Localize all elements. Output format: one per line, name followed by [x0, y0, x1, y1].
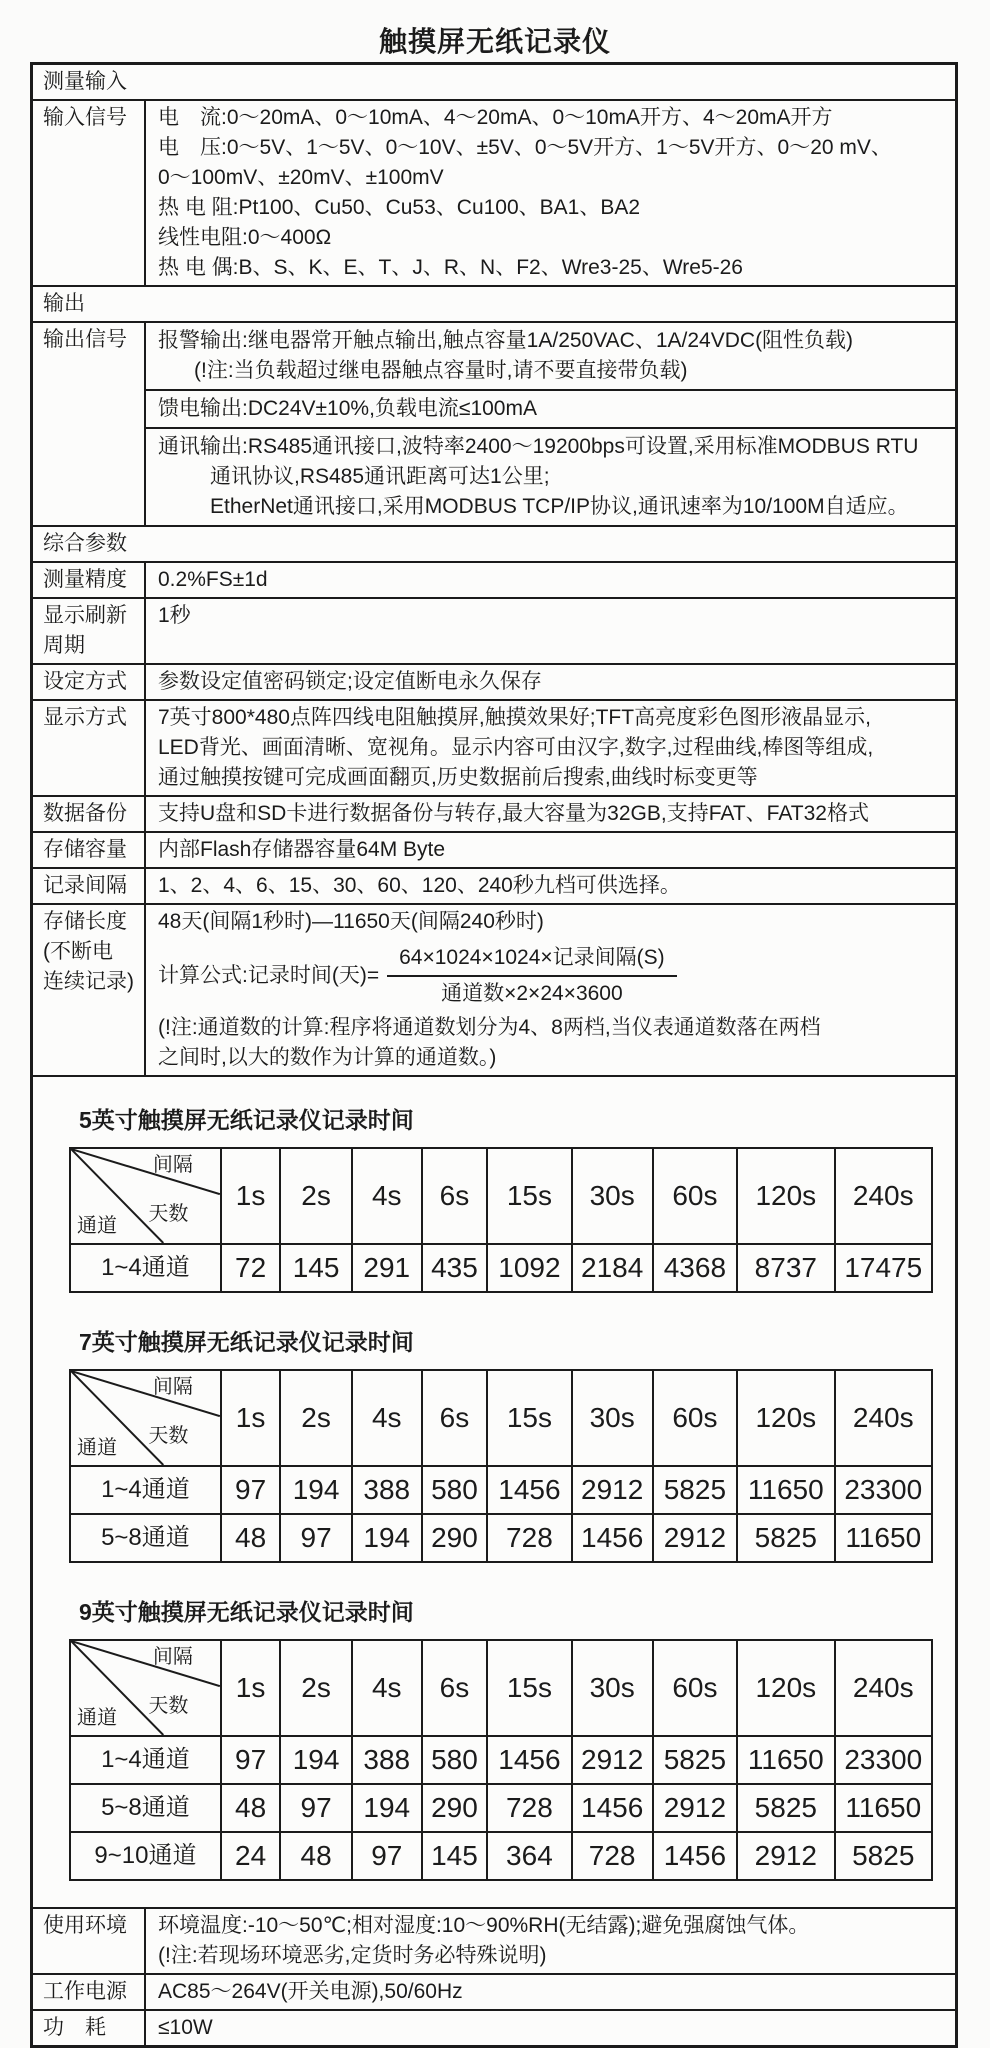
row-content — [146, 323, 955, 525]
alarm-output-note: (!注:当负载超过继电器触点容量时,请不要直接带负载) — [194, 359, 688, 382]
record-days-value: 97 — [280, 1514, 352, 1562]
interval-header-cell: 60s — [653, 1370, 737, 1466]
row-display-mode — [33, 701, 955, 797]
interval-header-cell: 6s — [422, 1640, 488, 1736]
corner-label-channel: 通道 — [77, 1707, 117, 1729]
interval-header-cell: 4s — [352, 1148, 422, 1244]
record-days-value: 11650 — [737, 1736, 834, 1784]
record-table-header-row — [70, 1640, 932, 1736]
record-days-value: 388 — [352, 1736, 422, 1784]
capacity-value: 内部Flash存储器容量64M Byte — [158, 838, 446, 861]
record-table-row — [70, 1784, 932, 1832]
row-refresh-period — [33, 599, 955, 665]
interval-header-cell: 30s — [572, 1370, 653, 1466]
record-days-value: 2912 — [653, 1784, 737, 1832]
display-line: 7英寸800*480点阵四线电阻触摸屏,触摸效果好;TFT高亮度彩色图形液晶显示, — [158, 706, 871, 729]
record-days-value: 1456 — [487, 1466, 571, 1514]
storage-label-line: 存储长度 — [43, 910, 127, 933]
input-signal-line: 热 电 阻:Pt100、Cu50、Cu53、Cu100、BA1、BA2 — [158, 196, 641, 219]
record-days-value: 97 — [221, 1466, 280, 1514]
record-days-value: 728 — [487, 1514, 571, 1562]
channel-range-label: 1~4通道 — [70, 1736, 221, 1784]
row-label: 设定方式 — [33, 665, 146, 699]
row-accuracy — [33, 563, 955, 599]
record-days-value: 97 — [280, 1784, 352, 1832]
comm-output-subrow — [146, 427, 955, 525]
record-table-row — [70, 1736, 932, 1784]
alarm-output-subrow — [146, 323, 955, 389]
refresh-label-line: 周期 — [43, 634, 85, 657]
environment-note: (!注:若现场环境恶劣,定货时务必特殊说明) — [158, 1944, 547, 1967]
corner-label-days: 天数 — [148, 1694, 189, 1717]
corner-label-channel: 通道 — [77, 1215, 117, 1237]
section-header-general: 综合参数 — [33, 527, 955, 563]
interval-header-cell: 240s — [835, 1640, 932, 1736]
row-label: 数据备份 — [33, 797, 146, 831]
input-signal-line: 电 流:0～20mA、0～10mA、4～20mA、0～10mA开方、4～20mA开方 — [158, 106, 833, 129]
page-title: 触摸屏无纸记录仪 — [378, 26, 611, 57]
accuracy-value: 0.2%FS±1d — [158, 568, 268, 591]
record-days-value: 1456 — [572, 1514, 653, 1562]
storage-range-line: 48天(间隔1秒时)—11650天(间隔240秒时) — [158, 910, 544, 933]
record-days-value: 23300 — [835, 1466, 932, 1514]
row-record-interval — [33, 869, 955, 905]
row-label: 存储容量 — [33, 833, 146, 867]
alarm-output-line: 报警输出:继电器常开触点输出,触点容量1A/250VAC、1A/24VDC(阻性负载) — [158, 329, 854, 352]
environment-line: 环境温度:-10～50℃;相对湿度:10～90%RH(无结露);避免强腐蚀气体。 — [158, 1914, 810, 1937]
record-days-value: 5825 — [737, 1784, 834, 1832]
interval-header-cell: 120s — [737, 1640, 834, 1736]
record-table-row — [70, 1244, 932, 1292]
interval-header-cell: 2s — [280, 1640, 352, 1736]
power-value: AC85～264V(开关电源),50/60Hz — [158, 1980, 463, 2003]
row-label: 工作电源 — [33, 1975, 146, 2009]
record-table-title: 7英寸触摸屏无纸记录仪记录时间 — [79, 1329, 414, 1355]
row-storage-capacity — [33, 833, 955, 869]
record-days-value: 145 — [280, 1244, 352, 1292]
interval-header-cell: 30s — [572, 1640, 653, 1736]
corner-header-cell — [70, 1370, 221, 1466]
input-signal-line: 电 压:0～5V、1～5V、0～10V、±5V、0～5V开方、1～5V开方、0～20 mV、 — [158, 136, 892, 159]
record-time-tables-section — [33, 1077, 955, 1909]
row-input-signal — [33, 101, 955, 287]
row-label: 功 耗 — [33, 2011, 146, 2045]
formula-prefix: 计算公式:记录时间(天)= — [158, 964, 380, 987]
record-days-value: 1092 — [487, 1244, 571, 1292]
display-line: 通过触摸按键可完成画面翻页,历史数据前后搜索,曲线时标变更等 — [158, 766, 758, 789]
storage-note-line: (!注:通道数的计算:程序将通道数划分为4、8两档,当仪表通道数落在两档 — [158, 1016, 821, 1039]
record-days-value: 388 — [352, 1466, 422, 1514]
row-label: 使用环境 — [33, 1909, 146, 1973]
record-table-header-row — [70, 1148, 932, 1244]
record-days-value: 291 — [352, 1244, 422, 1292]
record-days-value: 5825 — [835, 1832, 932, 1880]
interval-header-cell: 15s — [487, 1148, 571, 1244]
interval-header-cell: 2s — [280, 1148, 352, 1244]
record-table-title: 5英寸触摸屏无纸记录仪记录时间 — [79, 1107, 414, 1133]
record-table-header-row — [70, 1370, 932, 1466]
row-output-signal — [33, 323, 955, 527]
record-days-value: 728 — [487, 1784, 571, 1832]
row-label — [33, 905, 146, 1075]
interval-header-cell: 240s — [835, 1370, 932, 1466]
display-line: LED背光、画面清晰、宽视角。显示内容可由汉字,数字,过程曲线,棒图等组成, — [158, 736, 874, 759]
consumption-value: ≤10W — [158, 2016, 213, 2039]
channel-range-label: 5~8通道 — [70, 1514, 221, 1562]
record-days-value: 72 — [221, 1244, 280, 1292]
section-header-output: 输出 — [33, 287, 955, 323]
comm-output-line: 通讯输出:RS485通讯接口,波特率2400～19200bps可设置,采用标准MODBUS RTU — [158, 435, 919, 458]
storage-label-line: 连续记录) — [43, 970, 134, 993]
record-table-block-9inch — [69, 1597, 933, 1881]
formula-denominator: 通道数×2×24×3600 — [441, 982, 623, 1005]
corner-label-interval: 间隔 — [152, 1154, 193, 1176]
backup-value: 支持U盘和SD卡进行数据备份与转存,最大容量为32GB,支持FAT、FAT32格式 — [158, 802, 869, 825]
row-content — [146, 1909, 955, 1973]
interval-header-cell: 240s — [835, 1148, 932, 1244]
storage-formula — [158, 943, 947, 1009]
formula-numerator: 64×1024×1024×记录间隔(S) — [387, 943, 677, 977]
row-storage-length — [33, 905, 955, 1077]
record-days-value: 24 — [221, 1832, 280, 1880]
record-days-value: 194 — [280, 1466, 352, 1514]
record-table-block-7inch — [69, 1327, 933, 1563]
interval-header-cell: 4s — [352, 1370, 422, 1466]
record-table-row — [70, 1514, 932, 1562]
record-days-value: 290 — [422, 1784, 488, 1832]
record-table — [69, 1147, 933, 1293]
row-content — [146, 905, 955, 1075]
corner-header-cell — [70, 1148, 221, 1244]
row-label: 显示方式 — [33, 701, 146, 795]
storage-note-line: 之间时,以大的数作为计算的通道数。) — [158, 1046, 497, 1069]
record-days-value: 2912 — [737, 1832, 834, 1880]
interval-header-cell: 15s — [487, 1640, 571, 1736]
interval-header-cell: 2s — [280, 1370, 352, 1466]
row-environment — [33, 1909, 955, 1975]
record-days-value: 194 — [352, 1784, 422, 1832]
record-days-value: 2912 — [572, 1736, 653, 1784]
row-setting-mode — [33, 665, 955, 701]
record-days-value: 435 — [422, 1244, 488, 1292]
record-days-value: 11650 — [835, 1514, 932, 1562]
record-days-value: 97 — [221, 1736, 280, 1784]
refresh-value: 1秒 — [158, 604, 191, 627]
channel-range-label: 1~4通道 — [70, 1244, 221, 1292]
row-label: 输入信号 — [33, 101, 146, 285]
row-power-supply — [33, 1975, 955, 2011]
record-days-value: 5825 — [737, 1514, 834, 1562]
storage-label-line: (不断电 — [43, 940, 113, 963]
record-days-value: 1456 — [653, 1832, 737, 1880]
channel-range-label: 9~10通道 — [70, 1832, 221, 1880]
record-days-value: 17475 — [835, 1244, 932, 1292]
row-power-consumption — [33, 2011, 955, 2045]
section-header-measure-input: 测量输入 — [33, 65, 955, 101]
record-days-value: 97 — [352, 1832, 422, 1880]
record-days-value: 1456 — [487, 1736, 571, 1784]
corner-label-interval: 间隔 — [152, 1376, 193, 1398]
record-days-value: 364 — [487, 1832, 571, 1880]
setting-value: 参数设定值密码锁定;设定值断电永久保存 — [158, 670, 542, 693]
spec-sheet — [30, 62, 958, 2048]
interval-header-cell: 6s — [422, 1148, 488, 1244]
record-days-value: 11650 — [737, 1466, 834, 1514]
row-label — [33, 599, 146, 663]
interval-header-cell: 60s — [653, 1640, 737, 1736]
interval-header-cell: 30s — [572, 1148, 653, 1244]
comm-output-line: 通讯协议,RS485通讯距离可达1公里; — [210, 465, 550, 488]
interval-header-cell: 60s — [653, 1148, 737, 1244]
interval-value: 1、2、4、6、15、30、60、120、240秒九档可供选择。 — [158, 874, 681, 897]
record-days-value: 2912 — [572, 1466, 653, 1514]
refresh-label-line: 显示刷新 — [43, 604, 127, 627]
interval-header-cell: 1s — [221, 1148, 280, 1244]
record-days-value: 48 — [280, 1832, 352, 1880]
formula-fraction — [387, 943, 677, 1009]
interval-header-cell: 1s — [221, 1370, 280, 1466]
record-days-value: 5825 — [653, 1466, 737, 1514]
record-days-value: 4368 — [653, 1244, 737, 1292]
record-table-block-5inch — [69, 1105, 933, 1293]
record-days-value: 580 — [422, 1736, 488, 1784]
record-table-title: 9英寸触摸屏无纸记录仪记录时间 — [79, 1599, 414, 1625]
record-days-value: 5825 — [653, 1736, 737, 1784]
row-label: 测量精度 — [33, 563, 146, 597]
corner-label-days: 天数 — [148, 1424, 189, 1447]
record-days-value: 145 — [422, 1832, 488, 1880]
interval-header-cell: 15s — [487, 1370, 571, 1466]
corner-label-interval: 间隔 — [152, 1646, 193, 1668]
interval-header-cell: 120s — [737, 1148, 834, 1244]
comm-output-line: EtherNet通讯接口,采用MODBUS TCP/IP协议,通讯速率为10/100M自适应。 — [210, 495, 909, 518]
row-content — [146, 701, 955, 795]
interval-header-cell: 6s — [422, 1370, 488, 1466]
record-days-value: 290 — [422, 1514, 488, 1562]
record-table — [69, 1639, 933, 1881]
row-content — [146, 101, 955, 285]
input-signal-line: 线性电阻:0～400Ω — [158, 226, 332, 249]
record-days-value: 48 — [221, 1514, 280, 1562]
interval-header-cell: 4s — [352, 1640, 422, 1736]
input-signal-line: 热 电 偶:B、S、K、E、T、J、R、N、F2、Wre3-25、Wre5-26 — [158, 256, 743, 279]
record-days-value: 23300 — [835, 1736, 932, 1784]
record-days-value: 580 — [422, 1466, 488, 1514]
channel-range-label: 5~8通道 — [70, 1784, 221, 1832]
row-data-backup — [33, 797, 955, 833]
interval-header-cell: 1s — [221, 1640, 280, 1736]
row-label: 记录间隔 — [33, 869, 146, 903]
record-table-row — [70, 1832, 932, 1880]
corner-label-channel: 通道 — [77, 1437, 117, 1459]
row-label: 输出信号 — [33, 323, 146, 525]
record-days-value: 48 — [221, 1784, 280, 1832]
record-days-value: 2912 — [653, 1514, 737, 1562]
record-days-value: 1456 — [572, 1784, 653, 1832]
channel-range-label: 1~4通道 — [70, 1466, 221, 1514]
corner-label-days: 天数 — [148, 1202, 189, 1225]
feed-output-line: 馈电输出:DC24V±10%,负载电流≤100mA — [158, 397, 537, 420]
record-table-row — [70, 1466, 932, 1514]
interval-header-cell: 120s — [737, 1370, 834, 1466]
input-signal-line: 0～100mV、±20mV、±100mV — [158, 166, 444, 189]
record-table — [69, 1369, 933, 1563]
record-days-value: 2184 — [572, 1244, 653, 1292]
corner-header-cell — [70, 1640, 221, 1736]
record-days-value: 194 — [280, 1736, 352, 1784]
record-days-value: 728 — [572, 1832, 653, 1880]
record-days-value: 8737 — [737, 1244, 834, 1292]
record-days-value: 194 — [352, 1514, 422, 1562]
feed-output-subrow — [146, 389, 955, 427]
record-days-value: 11650 — [835, 1784, 932, 1832]
